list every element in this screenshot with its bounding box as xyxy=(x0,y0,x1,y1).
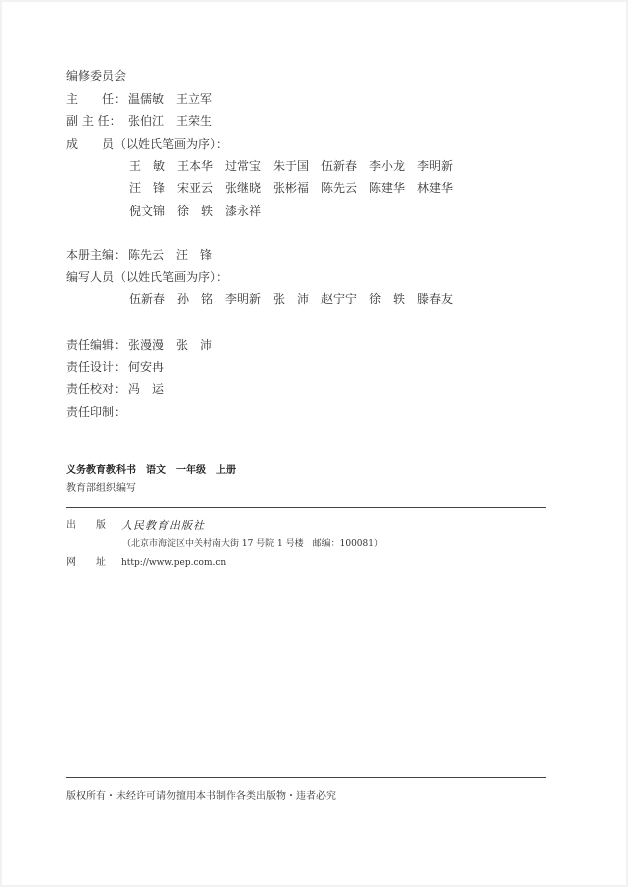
members-row: 倪文锦 徐 轶 漆永祥 xyxy=(129,204,262,218)
volume-editor-label: 本册主编： xyxy=(66,248,127,262)
committee-title: 编修委员会 xyxy=(66,69,127,83)
publisher-label: 出 版 xyxy=(66,520,106,531)
responsible-editing-names: 张漫漫 张 沛 xyxy=(128,338,213,352)
colophon-page xyxy=(2,2,626,885)
director-names: 温儒敏 王立军 xyxy=(128,92,213,106)
website-link[interactable]: http://www.pep.com.cn xyxy=(121,558,227,568)
book-title: 义务教育教科书 语文 一年级 上册 xyxy=(66,465,236,476)
responsible-design-label: 责任设计： xyxy=(66,360,127,374)
members-row: 汪 锋 宋亚云 张继晓 张彬福 陈先云 陈建华 林建华 xyxy=(129,181,454,195)
website-label: 网 址 xyxy=(66,557,106,568)
deputy-director-label: 副 主 任： xyxy=(66,114,122,128)
deputy-director-names: 张伯江 王荣生 xyxy=(128,114,213,128)
divider-top xyxy=(66,507,546,508)
responsible-proof-label: 责任校对： xyxy=(66,382,127,396)
compiler-line: 教育部组织编写 xyxy=(66,483,136,494)
members-row: 王 敏 王本华 过常宝 朱于国 伍新春 李小龙 李明新 xyxy=(129,159,454,173)
publisher-address: （北京市海淀区中关村南大街 17 号院 1 号楼 邮编：100081） xyxy=(122,539,383,549)
writers-label: 编写人员（以姓氏笔画为序）： xyxy=(66,270,229,284)
responsible-proof-names: 冯 运 xyxy=(128,382,165,396)
responsible-design-names: 何安冉 xyxy=(128,360,165,374)
members-label: 成 员（以姓氏笔画为序）： xyxy=(66,137,229,151)
responsible-editing-label: 责任编辑： xyxy=(66,338,127,352)
copyright-notice: 版权所有・未经许可请勿擅用本书制作各类出版物・违者必究 xyxy=(66,791,336,802)
writers-names: 伍新春 孙 铭 李明新 张 沛 赵宁宁 徐 轶 滕春友 xyxy=(129,292,454,306)
publisher-logo: 人民教育出版社 xyxy=(121,519,205,532)
responsible-print-label: 责任印制： xyxy=(66,405,127,419)
volume-editor-names: 陈先云 汪 锋 xyxy=(128,248,213,262)
divider-bottom xyxy=(66,777,546,778)
director-label: 主 任： xyxy=(66,92,127,106)
